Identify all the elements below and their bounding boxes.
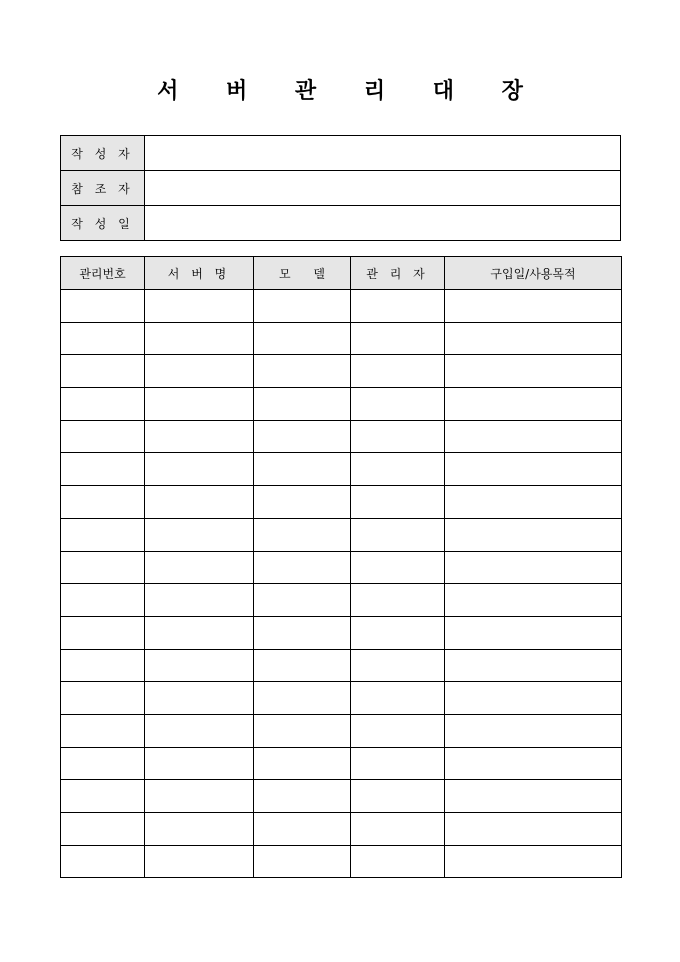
table-row <box>61 290 622 323</box>
table-cell[interactable] <box>351 845 445 878</box>
table-row <box>61 616 622 649</box>
table-cell[interactable] <box>445 649 622 682</box>
table-cell[interactable] <box>254 518 351 551</box>
table-cell[interactable] <box>445 813 622 846</box>
table-cell[interactable] <box>445 551 622 584</box>
table-cell[interactable] <box>61 290 145 323</box>
table-cell[interactable] <box>351 649 445 682</box>
table-cell[interactable] <box>145 420 254 453</box>
table-cell[interactable] <box>254 780 351 813</box>
table-row <box>61 322 622 355</box>
table-row <box>61 420 622 453</box>
table-cell[interactable] <box>351 714 445 747</box>
table-cell[interactable] <box>145 453 254 486</box>
table-row <box>61 518 622 551</box>
table-cell[interactable] <box>254 649 351 682</box>
table-cell[interactable] <box>145 518 254 551</box>
table-cell[interactable] <box>254 486 351 519</box>
table-row <box>61 714 622 747</box>
table-cell[interactable] <box>61 682 145 715</box>
table-row <box>61 682 622 715</box>
table-cell[interactable] <box>61 649 145 682</box>
table-cell[interactable] <box>445 453 622 486</box>
table-cell[interactable] <box>445 322 622 355</box>
table-cell[interactable] <box>61 420 145 453</box>
table-cell[interactable] <box>351 355 445 388</box>
table-cell[interactable] <box>61 845 145 878</box>
table-cell[interactable] <box>254 845 351 878</box>
table-cell[interactable] <box>445 780 622 813</box>
table-cell[interactable] <box>351 584 445 617</box>
table-cell[interactable] <box>351 322 445 355</box>
table-cell[interactable] <box>61 813 145 846</box>
table-cell[interactable] <box>254 813 351 846</box>
table-cell[interactable] <box>351 747 445 780</box>
table-cell[interactable] <box>351 682 445 715</box>
info-label-date: 작 성 일 <box>61 206 145 241</box>
table-cell[interactable] <box>445 420 622 453</box>
table-cell[interactable] <box>445 290 622 323</box>
table-cell[interactable] <box>445 355 622 388</box>
table-cell[interactable] <box>351 616 445 649</box>
table-cell[interactable] <box>145 780 254 813</box>
table-cell[interactable] <box>61 551 145 584</box>
table-cell[interactable] <box>61 518 145 551</box>
table-cell[interactable] <box>254 388 351 421</box>
table-cell[interactable] <box>61 616 145 649</box>
table-cell[interactable] <box>445 714 622 747</box>
info-row-reference <box>61 171 621 206</box>
table-row <box>61 355 622 388</box>
ledger-body <box>61 290 622 878</box>
table-cell[interactable] <box>351 290 445 323</box>
table-row <box>61 845 622 878</box>
table-row <box>61 813 622 846</box>
table-cell[interactable] <box>145 584 254 617</box>
info-label-author: 작 성 자 <box>61 136 145 171</box>
table-row <box>61 453 622 486</box>
table-cell[interactable] <box>254 453 351 486</box>
table-cell[interactable] <box>351 551 445 584</box>
table-cell[interactable] <box>61 388 145 421</box>
table-cell[interactable] <box>254 420 351 453</box>
table-cell[interactable] <box>254 584 351 617</box>
table-cell[interactable] <box>254 355 351 388</box>
table-cell[interactable] <box>351 780 445 813</box>
table-cell[interactable] <box>61 322 145 355</box>
info-row-author <box>61 136 621 171</box>
table-row <box>61 649 622 682</box>
table-cell[interactable] <box>61 714 145 747</box>
table-cell[interactable] <box>145 649 254 682</box>
table-cell[interactable] <box>145 845 254 878</box>
table-cell[interactable] <box>145 388 254 421</box>
table-cell[interactable] <box>145 551 254 584</box>
table-cell[interactable] <box>351 518 445 551</box>
table-cell[interactable] <box>61 584 145 617</box>
table-cell[interactable] <box>445 747 622 780</box>
table-cell[interactable] <box>254 322 351 355</box>
table-row <box>61 780 622 813</box>
server-ledger-table <box>60 256 622 878</box>
table-cell[interactable] <box>351 453 445 486</box>
table-cell[interactable] <box>445 845 622 878</box>
info-row-date <box>61 206 621 241</box>
table-cell[interactable] <box>445 616 622 649</box>
table-row <box>61 388 622 421</box>
table-cell[interactable] <box>254 714 351 747</box>
table-row <box>61 486 622 519</box>
table-cell[interactable] <box>145 682 254 715</box>
header-model: 모 델 <box>254 257 351 290</box>
info-value-author[interactable] <box>145 136 621 171</box>
table-cell[interactable] <box>254 616 351 649</box>
table-cell[interactable] <box>254 551 351 584</box>
table-cell[interactable] <box>145 714 254 747</box>
table-cell[interactable] <box>445 584 622 617</box>
info-label-reference: 참 조 자 <box>61 171 145 206</box>
table-cell[interactable] <box>445 388 622 421</box>
table-cell[interactable] <box>254 290 351 323</box>
table-row <box>61 747 622 780</box>
table-cell[interactable] <box>351 420 445 453</box>
table-cell[interactable] <box>61 453 145 486</box>
table-cell[interactable] <box>351 813 445 846</box>
info-table <box>60 135 621 241</box>
table-cell[interactable] <box>351 388 445 421</box>
page-title: 서 버 관 리 대 장 <box>157 78 543 104</box>
table-cell[interactable] <box>145 355 254 388</box>
table-cell[interactable] <box>254 682 351 715</box>
table-row <box>61 584 622 617</box>
table-cell[interactable] <box>445 682 622 715</box>
info-value-reference[interactable] <box>145 171 621 206</box>
table-cell[interactable] <box>351 486 445 519</box>
header-manager: 관 리 자 <box>351 257 445 290</box>
table-cell[interactable] <box>145 290 254 323</box>
table-cell[interactable] <box>145 322 254 355</box>
table-cell[interactable] <box>145 486 254 519</box>
table-cell[interactable] <box>445 486 622 519</box>
table-cell[interactable] <box>445 518 622 551</box>
table-cell[interactable] <box>145 813 254 846</box>
table-cell[interactable] <box>61 355 145 388</box>
table-cell[interactable] <box>61 486 145 519</box>
table-row <box>61 551 622 584</box>
ledger-header-row <box>61 257 622 290</box>
table-cell[interactable] <box>145 747 254 780</box>
info-value-date[interactable] <box>145 206 621 241</box>
header-purchase-purpose: 구입일/사용목적 <box>445 257 622 290</box>
table-cell[interactable] <box>61 747 145 780</box>
table-cell[interactable] <box>145 616 254 649</box>
table-cell[interactable] <box>61 780 145 813</box>
header-management-number: 관리번호 <box>61 257 145 290</box>
header-server-name: 서 버 명 <box>145 257 254 290</box>
table-cell[interactable] <box>254 747 351 780</box>
